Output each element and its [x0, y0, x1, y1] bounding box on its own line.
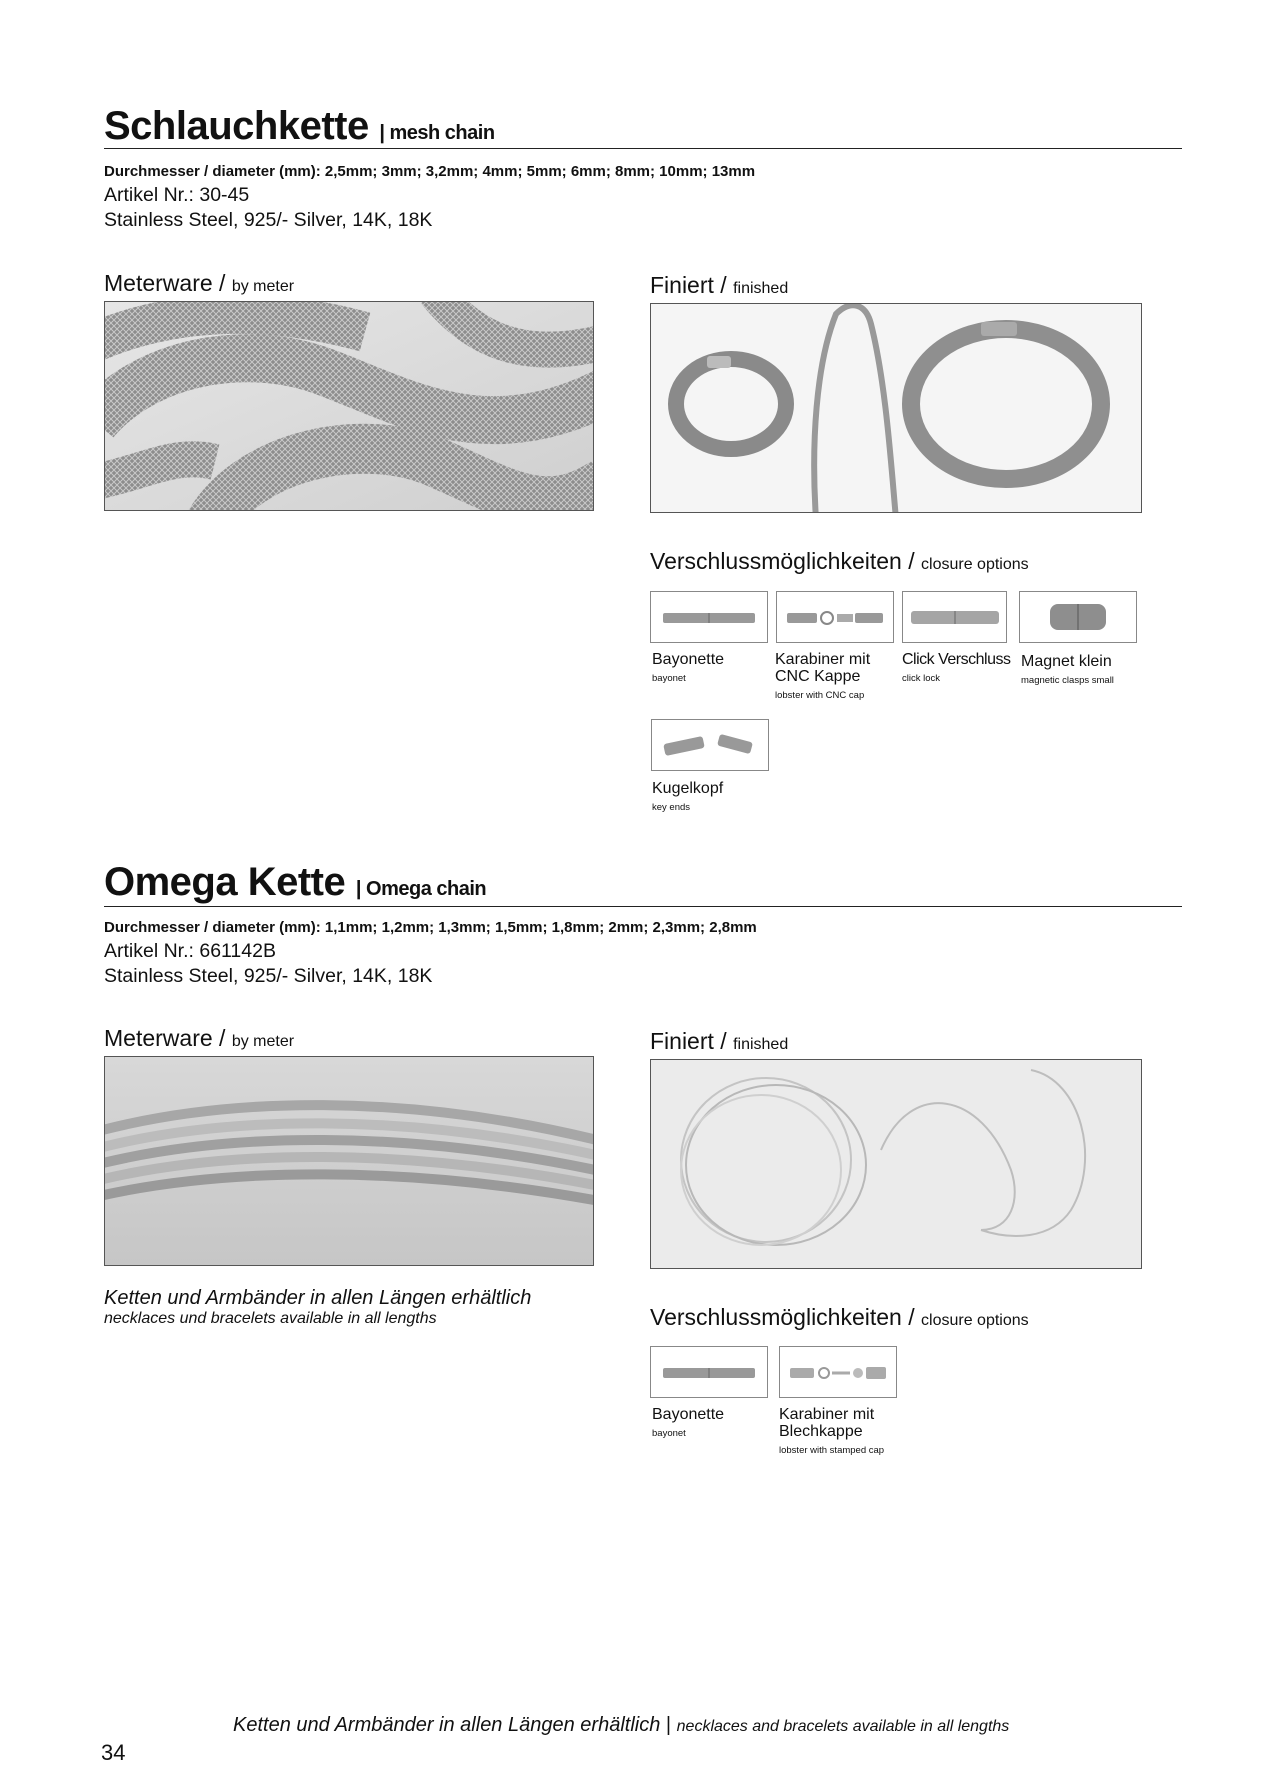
clasp-magnet-small-sub: magnetic clasps small	[1021, 675, 1114, 686]
clasp-magnet-small-image	[1019, 591, 1137, 643]
section1-subtitle: | mesh chain	[379, 122, 495, 144]
section2-lengths-de: Ketten und Armbänder in allen Längen erhältlich	[104, 1287, 532, 1309]
section2-article: Artikel Nr.: 661142B	[104, 940, 276, 962]
clasp-lobster-stamped-sub: lobster with stamped cap	[779, 1445, 885, 1456]
clasp-click-lock-label: Click Verschluss	[902, 651, 1011, 668]
section2-finiert-heading: Finiert / finished	[650, 1028, 789, 1054]
clasp-magnet-small-label: Magnet klein	[1021, 653, 1112, 670]
footer-note: Ketten und Armbänder in allen Längen erhältlich | necklaces and bracelets available in all lengths	[233, 1714, 1010, 1736]
section1-closure-heading: Verschlussmöglichkeiten / closure options	[650, 548, 1029, 574]
clasp-lobster-stamped-image	[779, 1346, 897, 1398]
clasp-lobster-cnc-sub: lobster with CNC cap	[775, 690, 865, 701]
section2-meterware-heading: Meterware / by meter	[104, 1025, 295, 1051]
section1-article: Artikel Nr.: 30-45	[104, 184, 250, 206]
section2-materials: Stainless Steel, 925/- Silver, 14K, 18K	[104, 965, 433, 987]
clasp-bayonet-sub-2: bayonet	[652, 1428, 686, 1439]
section2-title: Omega Kette | Omega chain	[104, 860, 487, 904]
clasp-click-lock-image	[902, 591, 1007, 643]
omega-chain-finished-photo	[650, 1059, 1142, 1269]
clasp-key-ends-sub: key ends	[652, 802, 691, 813]
clasp-lobster-cnc-image	[776, 591, 894, 643]
clasp-bayonet-image-2	[650, 1346, 768, 1398]
section2-subtitle: | Omega chain	[355, 878, 487, 900]
clasp-bayonet-sub: bayonet	[652, 673, 686, 684]
section1-title: Schlauchkette | mesh chain	[104, 104, 495, 148]
clasp-lobster-cnc-label: Karabiner mit CNC Kappe	[775, 651, 871, 685]
clasp-key-ends-image	[651, 719, 769, 771]
clasp-bayonet-label: Bayonette	[652, 651, 725, 668]
section1-diameter: Durchmesser / diameter (mm): 2,5mm; 3mm; 3,2mm; 4mm; 5mm; 6mm; 8mm; 10mm; 13mm	[104, 163, 756, 180]
omega-chain-meterware-photo	[104, 1056, 594, 1266]
clasp-key-ends-label: Kugelkopf	[652, 780, 724, 797]
section2-closure-heading: Verschlussmöglichkeiten / closure options	[650, 1304, 1029, 1330]
clasp-lobster-stamped-label: Karabiner mit Blechkappe	[779, 1406, 875, 1440]
mesh-chain-meterware-photo	[104, 301, 594, 511]
section1-materials: Stainless Steel, 925/- Silver, 14K, 18K	[104, 209, 433, 231]
clasp-bayonet-image	[650, 591, 768, 643]
clasp-click-lock-sub: click lock	[902, 673, 941, 684]
page-number: 34	[101, 1740, 126, 1765]
section2-diameter: Durchmesser / diameter (mm): 1,1mm; 1,2mm; 1,3mm; 1,5mm; 1,8mm; 2mm; 2,3mm; 2,8mm	[104, 919, 757, 936]
mesh-chain-finished-photo	[650, 303, 1142, 513]
section1-meterware-heading: Meterware / by meter	[104, 270, 295, 296]
section2-lengths-en: necklaces und bracelets available in all lengths	[104, 1310, 437, 1327]
section1-finiert-heading: Finiert / finished	[650, 272, 789, 298]
section2-divider	[104, 906, 1182, 907]
clasp-bayonet-label-2: Bayonette	[652, 1406, 725, 1423]
section1-divider	[104, 148, 1182, 149]
